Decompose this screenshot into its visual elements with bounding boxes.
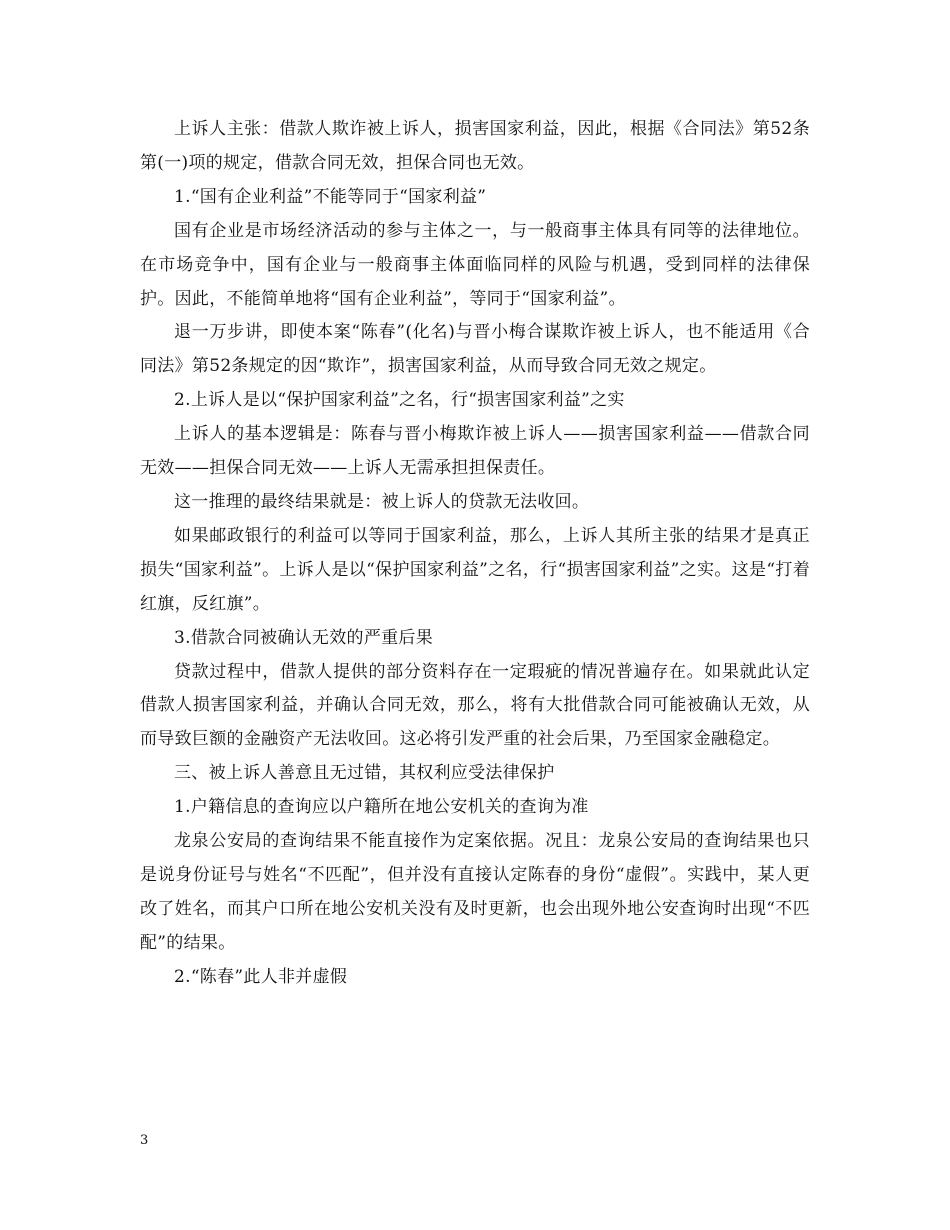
heading-3-serious-consequences: 3.借款合同被确认无效的严重后果 (174, 627, 434, 648)
heading-2-chen-chun-not-fake: 2.“陈春”此人非并虚假 (174, 966, 348, 987)
page-number: 3 (140, 1133, 149, 1148)
heading-1-household-registration: 1.户籍信息的查询应以户籍所在地公安机关的查询为准 (174, 797, 589, 818)
paragraph-final-result: 这一推理的最终结果就是：被上诉人的贷款无法收回。 (174, 491, 590, 512)
paragraph-basic-logic: 上诉人的基本逻辑是：陈春与晋小梅欺诈被上诉人——损害国家利益——借款合同无效——担保合同无效——上诉人无需承担担保责任。 (140, 424, 810, 479)
paragraph-appellant-claim: 上诉人主张：借款人欺诈被上诉人，损害国家利益，因此，根据《合同法》第52条第(一)项的规定，借款合同无效，担保合同也无效。 (140, 119, 810, 173)
paragraph-soe-market-participant: 国有企业是市场经济活动的参与主体之一，与一般商事主体具有同等的法律地位。在市场竞争中，国有企业与一般商事主体面临同样的风险与机遇，受到同样的法律保护。因此，不能简单地将“国有企业利益”，等同于“国家利益”。 (140, 220, 810, 309)
paragraph-even-if-fraud: 退一万步讲，即使本案“陈春”(化名)与晋小梅合谋欺诈被上诉人，也不能适用《合同法》第52条规定的因“欺诈”，损害国家利益，从而导致合同无效之规定。 (140, 322, 810, 377)
paragraph-longquan-police: 龙泉公安局的查询结果不能直接作为定案依据。况且：龙泉公安局的查询结果也只是说身份证号与姓名“不匹配”，但并没有直接认定陈春的身份“虚假”。实践中，某人更改了姓名，而其户口所在地公安机关没有及时更新，也会出现外地公安查询时出现“不匹配”的结果。 (140, 831, 810, 953)
paragraph-postal-bank-interest: 如果邮政银行的利益可以等同于国家利益，那么，上诉人其所主张的结果才是真正损失“国家利益”。上诉人是以“保护国家利益”之名，行“损害国家利益”之实。这是“打着红旗，反红旗”。 (140, 525, 810, 614)
paragraph-loan-defects: 贷款过程中，借款人提供的部分资料存在一定瑕疵的情况普遍存在。如果就此认定借款人损害国家利益，并确认合同无效，那么，将有大批借款合同可能被确认无效，从而导致巨额的金融资产无法收回。这必将引发严重的社会后果，乃至国家金融稳定。 (140, 661, 810, 750)
heading-section-three: 三、被上诉人善意且无过错，其权利应受法律保护 (174, 763, 555, 784)
heading-1-soe-interest: 1.“国有企业利益”不能等同于“国家利益” (174, 186, 487, 207)
heading-2-protect-national-interest: 2.上诉人是以“保护国家利益”之名，行“损害国家利益”之实 (174, 390, 625, 411)
body-text (140, 113, 810, 995)
